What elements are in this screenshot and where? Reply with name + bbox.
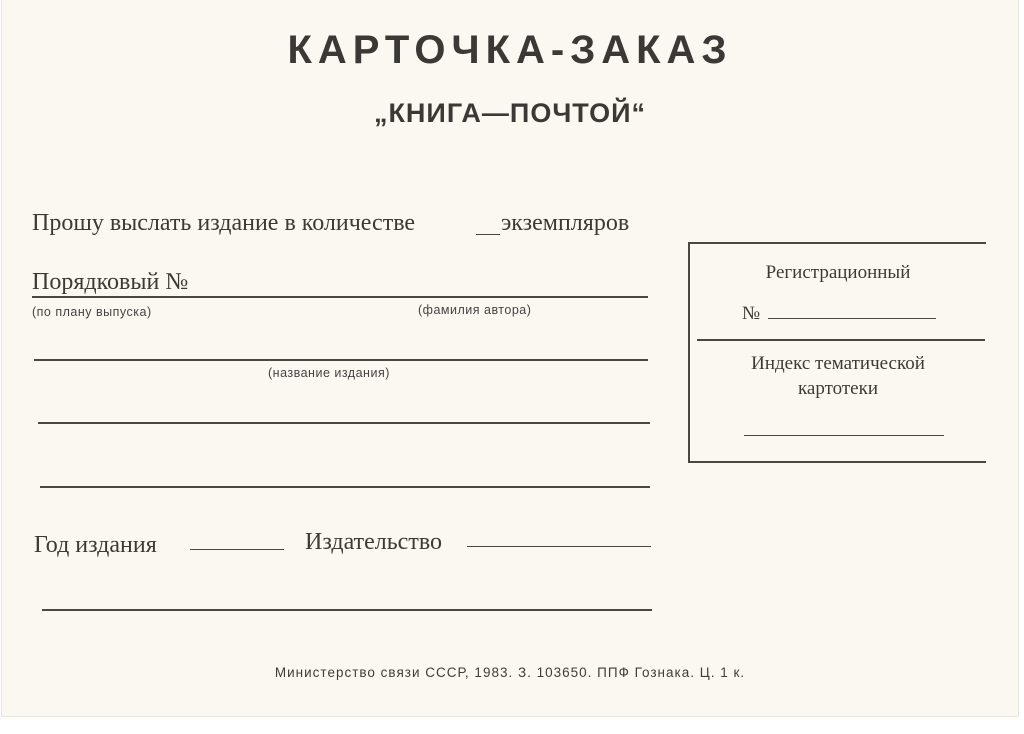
title-caption: (название издания) [268,366,390,380]
card-subtitle: „КНИГА—ПОЧТОЙ“ [373,98,647,128]
registration-label: Регистрационный [765,262,911,283]
box-bottom-border [688,461,986,463]
order-card [2,0,1018,716]
index-label-line1: Индекс тематической [751,353,925,374]
serial-number-label: Порядковый № [32,269,189,295]
publisher-input-line[interactable] [467,546,651,547]
imprint-footer: Министерство связи СССР, 1983. З. 103650. ППФ Гознака. Ц. 1 к. [274,665,746,680]
quantity-prefix-label: Прошу выслать издание в количестве [32,210,416,236]
registration-number-input-line[interactable] [768,318,936,319]
serial-caption: (по плану выпуска) [32,305,152,319]
registration-number-sign: № [742,303,761,324]
title-input-line-1[interactable] [34,359,648,361]
index-input-line[interactable] [744,435,944,436]
quantity-input-line[interactable] [476,234,500,235]
quantity-suffix-label: экземпляров [501,210,630,236]
title-input-line-3[interactable] [40,486,650,488]
year-label: Год издания [34,532,157,558]
index-label-line2: картотеки [797,378,879,399]
serial-author-input-line[interactable] [32,296,648,298]
author-caption: (фамилия автора) [418,303,532,317]
card-title: КАРТОЧКА-ЗАКАЗ [287,28,733,72]
box-top-border [688,242,986,244]
publisher-label: Издательство [305,529,442,555]
extra-input-line[interactable] [42,609,652,611]
title-input-line-2[interactable] [38,422,650,424]
year-input-line[interactable] [190,549,284,550]
box-divider [697,339,985,341]
